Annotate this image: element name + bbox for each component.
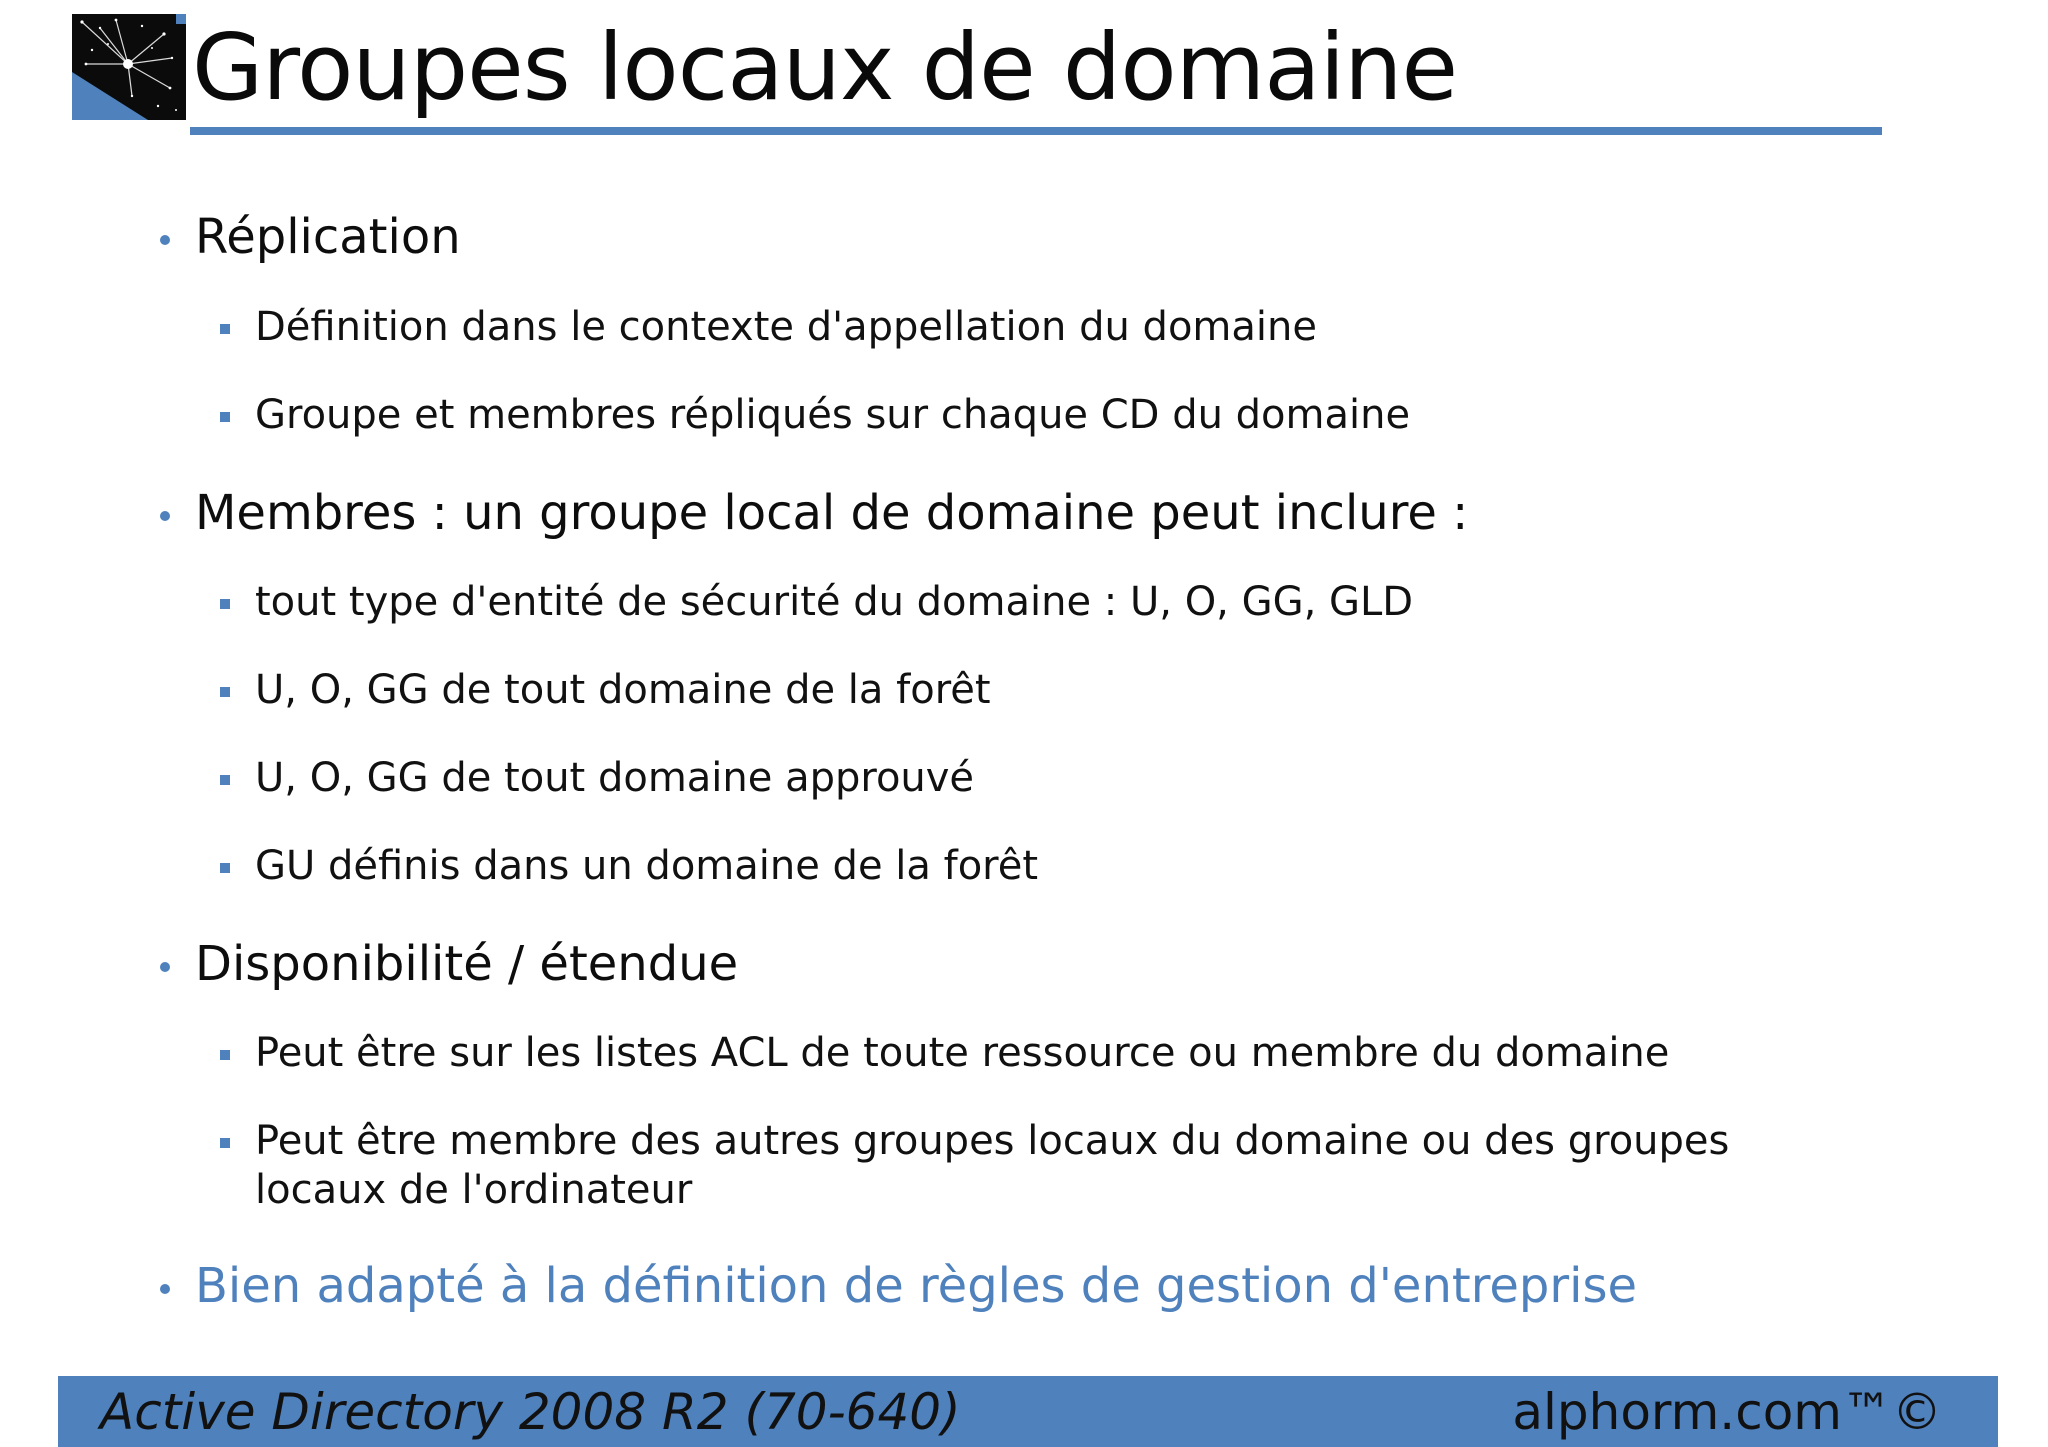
footer-brand: alphorm.com™© [1512, 1383, 1942, 1441]
sub-bullet-text: U, O, GG de tout domaine de la forêt [255, 667, 991, 713]
bullet-dot-icon [160, 511, 170, 521]
footer-course-title: Active Directory 2008 R2 (70-640) [100, 1383, 961, 1441]
footer-bar [58, 1376, 1998, 1447]
sub-bullet-square-icon [220, 687, 230, 697]
sub-bullet-square-icon [220, 599, 230, 609]
sub-bullet-text: Définition dans le contexte d'appellation du domaine [255, 304, 1317, 350]
bullet-text: Réplication [195, 209, 461, 265]
sub-bullet-square-icon [220, 863, 230, 873]
sub-bullet-square-icon [220, 1138, 230, 1148]
bullet-dot-icon [160, 235, 170, 245]
sub-bullet-square-icon [220, 324, 230, 334]
bullet-text: Bien adapté à la définition de règles de gestion d'entreprise [195, 1258, 1637, 1314]
sub-bullet-square-icon [220, 775, 230, 785]
sub-bullet-text: tout type d'entité de sécurité du domaine : U, O, GG, GLD [255, 579, 1414, 625]
sub-bullet-text: Peut être sur les listes ACL de toute ressource ou membre du domaine [255, 1030, 1670, 1076]
bullet-text: Disponibilité / étendue [195, 936, 739, 992]
bullet-dot-icon [160, 962, 170, 972]
title-underline [190, 127, 1882, 135]
bullet-text: Membres : un groupe local de domaine peut inclure : [195, 485, 1469, 541]
sub-bullet-text: GU définis dans un domaine de la forêt [255, 843, 1039, 889]
sub-bullet-text: Groupe et membres répliqués sur chaque CD du domaine [255, 392, 1411, 438]
bullet-dot-icon [160, 1284, 170, 1294]
sub-bullet-text: Peut être membre des autres groupes locaux du domaine ou des groupes [255, 1118, 1730, 1164]
sub-bullet-text: U, O, GG de tout domaine approuvé [255, 755, 975, 801]
sub-bullet-square-icon [220, 1050, 230, 1060]
sub-bullet-square-icon [220, 412, 230, 422]
sub-bullet-text: locaux de l'ordinateur [255, 1167, 693, 1213]
page-title: Groupes locaux de domaine [192, 14, 1458, 121]
star-network-logo-icon [72, 14, 186, 120]
